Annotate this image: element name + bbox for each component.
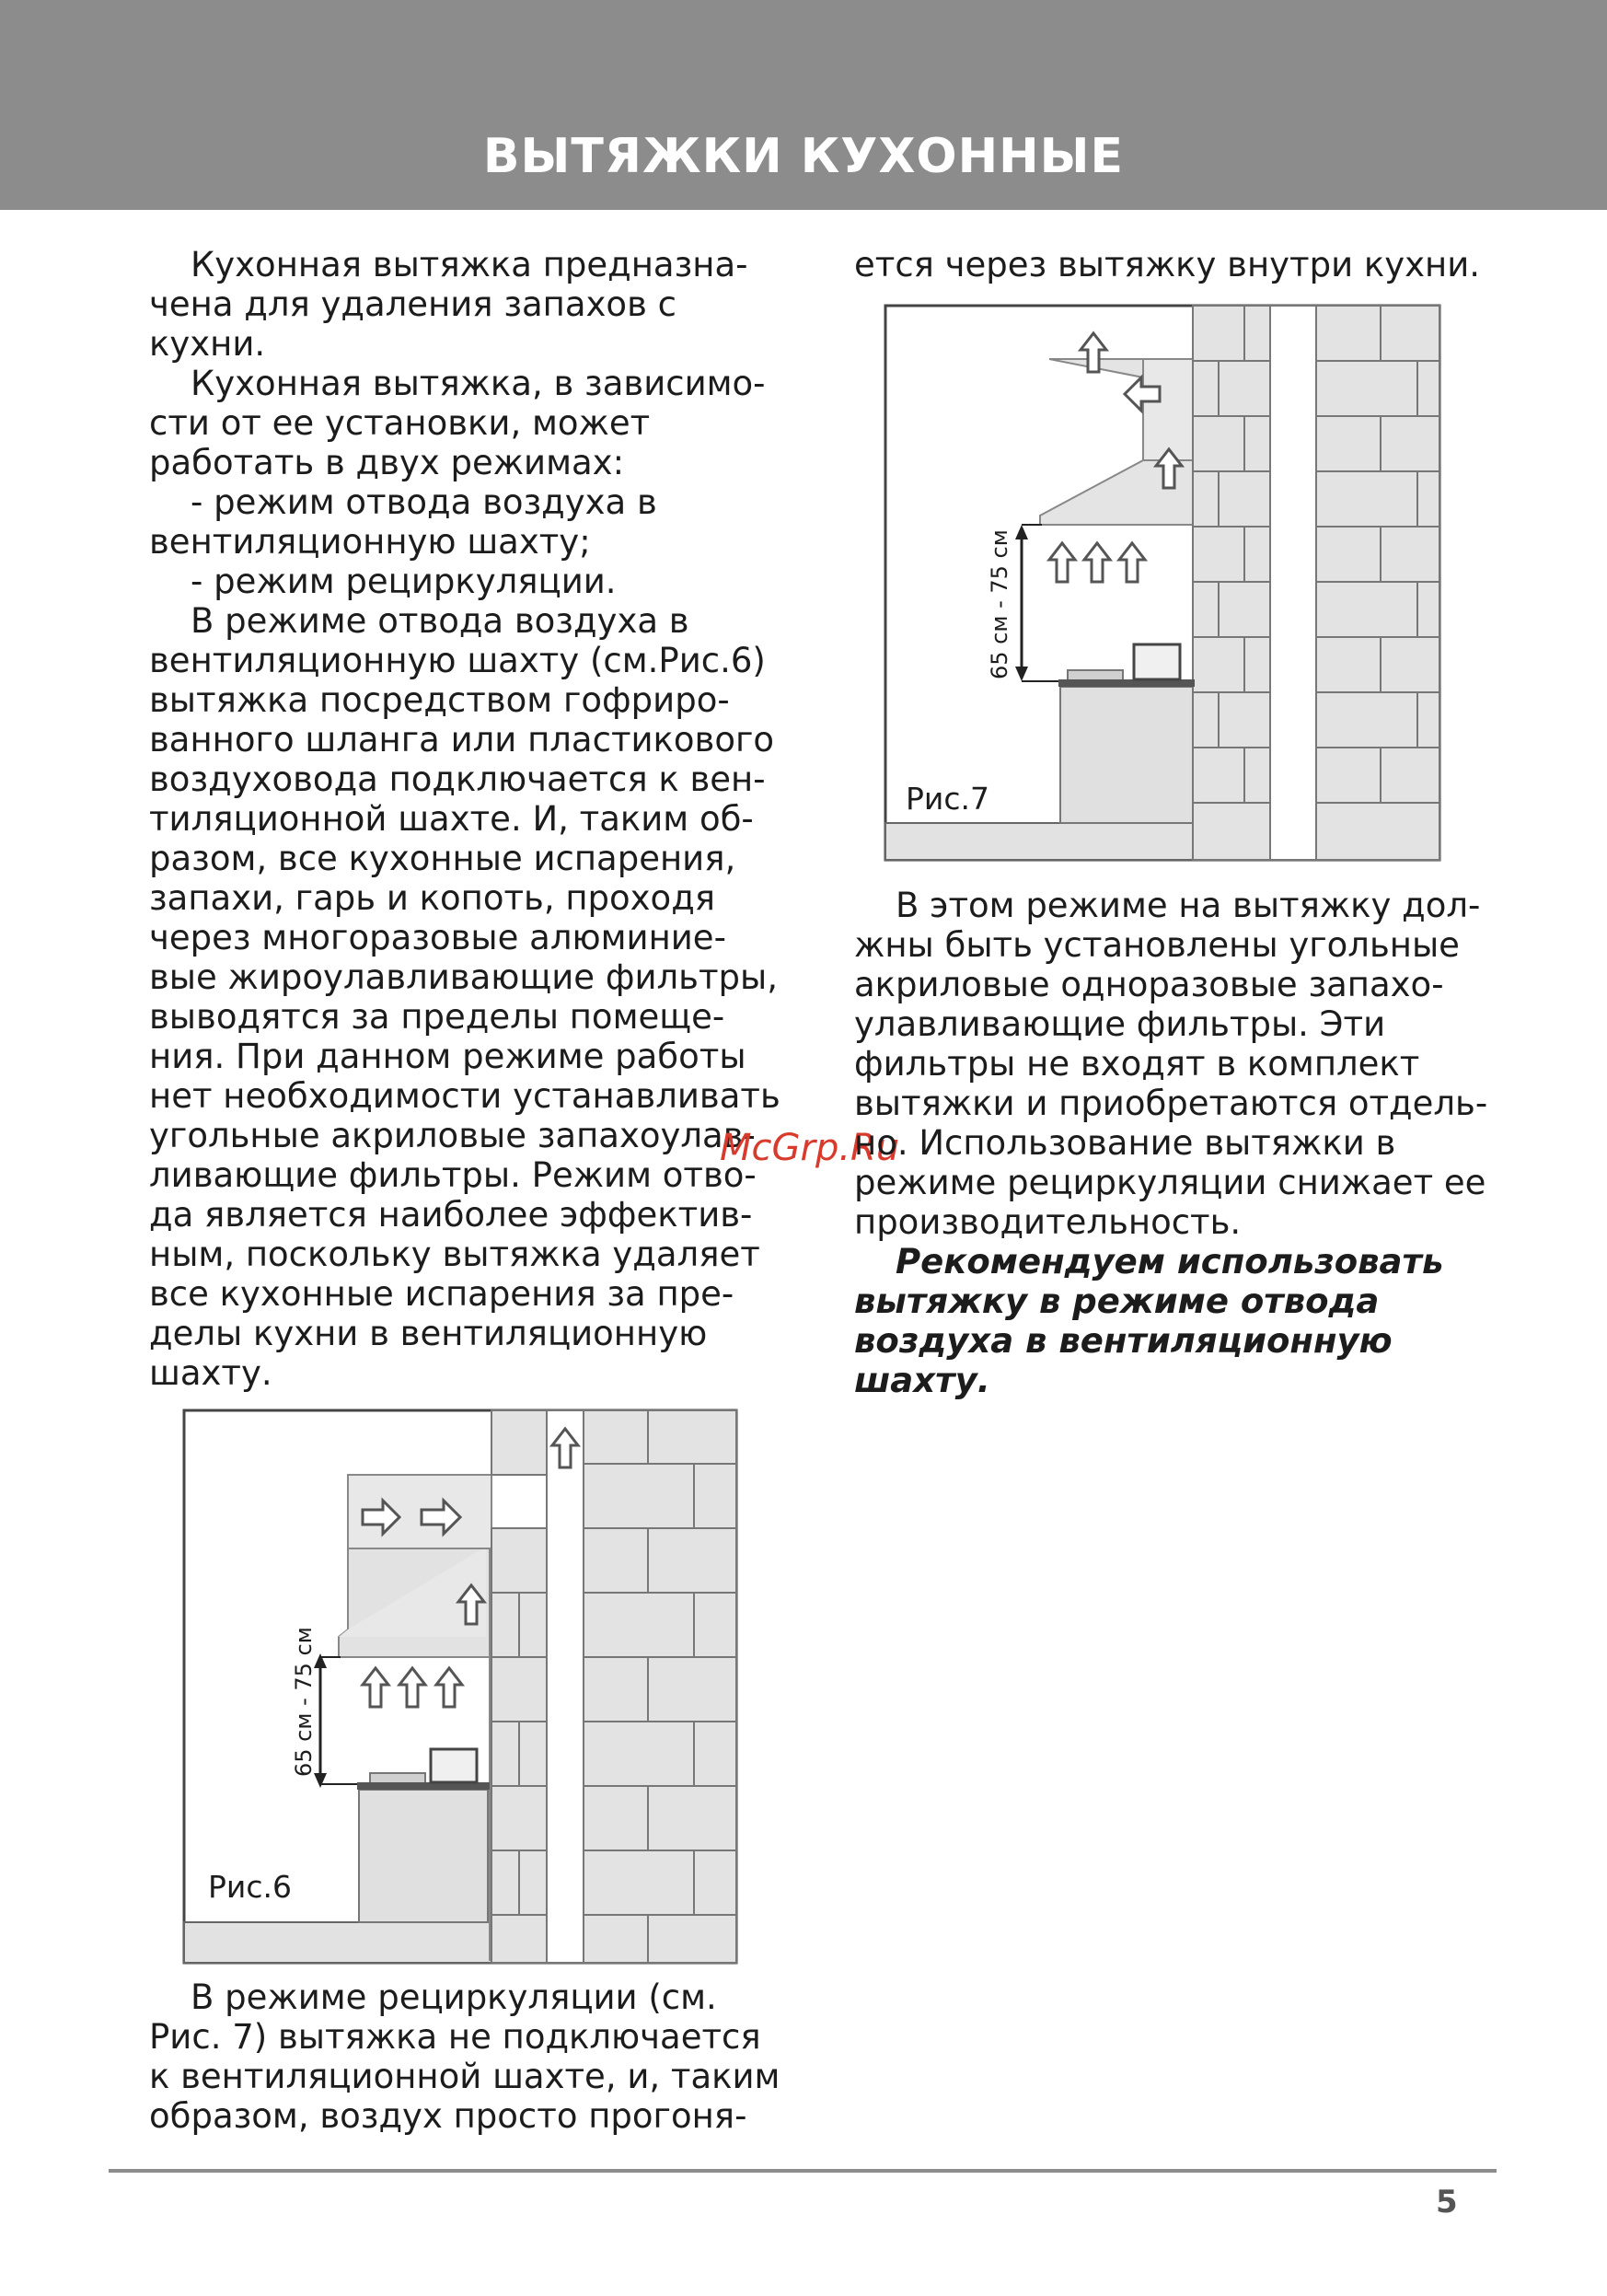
footer-divider: [109, 2169, 1497, 2173]
text-line: воздуховода подключается к вен-: [149, 760, 766, 799]
text-line: жны быть установлены угольные: [854, 925, 1460, 965]
text-line: к вентиляционной шахте, и, таким: [149, 2057, 780, 2096]
right-column-text: [854, 886, 1489, 1400]
page-number: 5: [1436, 2184, 1458, 2221]
recommendation-line: воздуха в вентиляционную: [854, 1321, 1393, 1361]
text-line: фильтры не входят в комплект: [854, 1044, 1420, 1084]
text-line: разом, все кухонные испарения,: [149, 839, 736, 878]
text-line: ния. При данном режиме работы: [149, 1037, 746, 1076]
text-line: угольные акриловые запахоулав-: [149, 1116, 756, 1155]
figure-6: [182, 1409, 738, 1965]
text-line: вытяжки и приобретаются отдель-: [854, 1084, 1488, 1123]
text-line: ным, поскольку вытяжка удаляет: [149, 1235, 760, 1274]
text-line: все кухонные испарения за пре-: [149, 1274, 734, 1314]
text-line: ванного шланга или пластикового: [149, 720, 775, 760]
text-line: вытяжка посредством гофриро-: [149, 680, 730, 720]
text-line: через многоразовые алюминие-: [149, 918, 726, 957]
page-header: [0, 0, 1607, 210]
text-line: работать в двух режимах:: [149, 443, 625, 482]
text-line: Рис. 7) вытяжка не подключается: [149, 2017, 761, 2057]
left-column-text: [149, 245, 784, 1393]
text-line: выводятся за пределы помеще-: [149, 997, 725, 1037]
figure-label: Рис.6: [208, 1869, 292, 1905]
text-line: Кухонная вытяжка, в зависимо-: [191, 364, 766, 403]
recommendation-line: вытяжку в режиме отвода: [854, 1281, 1380, 1321]
dimension-label: 65 см - 75 см: [987, 529, 1012, 679]
text-line: В этом режиме на вытяжку дол-: [896, 886, 1481, 925]
right-top-text: [854, 245, 1498, 284]
text-line: производительность.: [854, 1202, 1242, 1242]
text-line: образом, воздух просто прогоня-: [149, 2096, 747, 2136]
text-line: - режим отвода воздуха в: [191, 482, 657, 522]
text-line: акриловые одноразовые запахо-: [854, 965, 1444, 1004]
text-line: Кухонная вытяжка предназна-: [191, 245, 748, 284]
text-line: ется через вытяжку внутри кухни.: [854, 245, 1481, 284]
text-line: тиляционной шахте. И, таким об-: [149, 799, 754, 839]
text-line: да является наиболее эффектив-: [149, 1195, 753, 1235]
text-line: шахту.: [149, 1353, 272, 1393]
text-line: кухни.: [149, 324, 266, 364]
text-line: улавливающие фильтры. Эти: [854, 1004, 1386, 1044]
text-line: - режим рециркуляции.: [191, 562, 617, 601]
text-line: нет необходимости устанавливать: [149, 1076, 780, 1116]
recommendation-line: Рекомендуем использовать: [896, 1242, 1444, 1281]
text-line: режиме рециркуляции снижает ее: [854, 1163, 1486, 1202]
dimension-label: 65 см - 75 см: [291, 1627, 317, 1777]
text-line: вые жироулавливающие фильтры,: [149, 957, 778, 997]
text-line: но. Использование вытяжки в: [854, 1123, 1396, 1163]
text-line: запахи, гарь и копоть, проходя: [149, 878, 716, 918]
text-line: В режиме рециркуляции (см.: [191, 1977, 717, 2017]
text-line: вентиляционную шахту;: [149, 522, 591, 562]
left-bottom-text: [149, 1977, 784, 2136]
recommendation-line: шахту.: [854, 1361, 990, 1400]
text-line: делы кухни в вентиляционную: [149, 1314, 708, 1353]
text-line: чена для удаления запахов с: [149, 284, 676, 324]
figure-7: [884, 304, 1441, 862]
text-line: ливающие фильтры. Режим отво-: [149, 1155, 757, 1195]
figure-7-diagram: [884, 304, 1441, 862]
text-line: вентиляционную шахту (см.Рис.6): [149, 641, 766, 680]
text-line: сти от ее установки, может: [149, 403, 651, 443]
page-title: ВЫТЯЖКИ КУХОННЫЕ: [482, 129, 1125, 184]
text-line: В режиме отвода воздуха в: [191, 601, 689, 641]
figure-label: Рис.7: [906, 781, 989, 817]
watermark: McGrp.Ru: [720, 1127, 900, 1169]
